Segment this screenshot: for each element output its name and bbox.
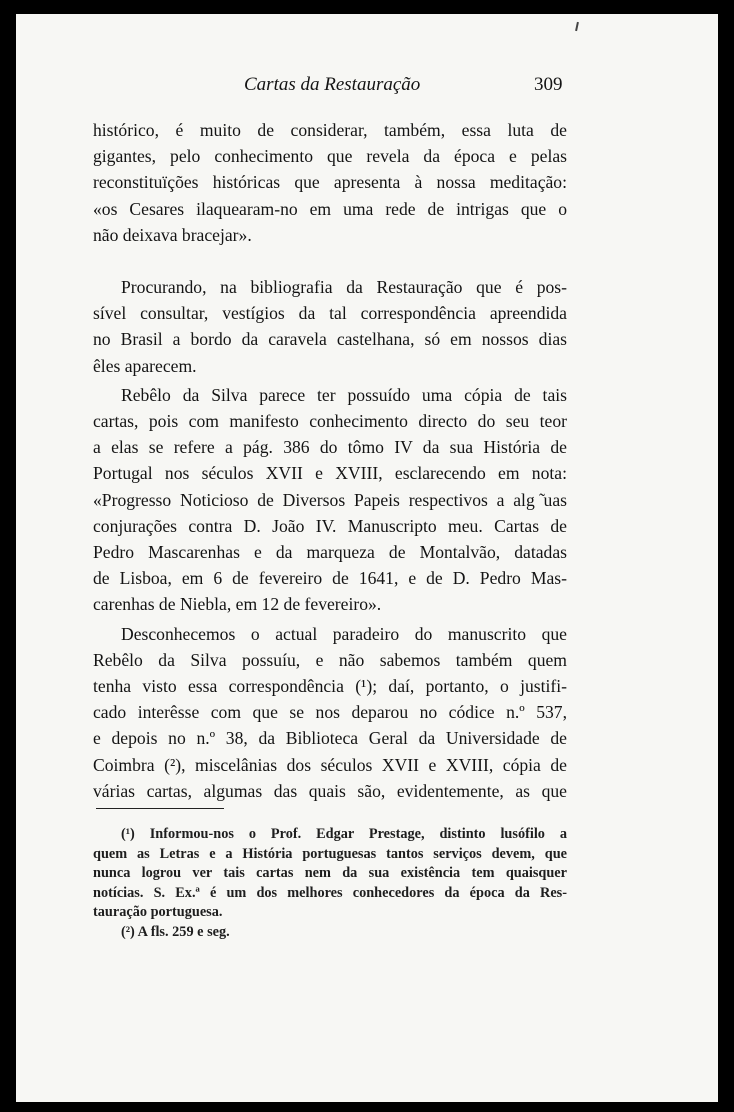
footnote-2	[93, 923, 567, 943]
text-line: sível consultar, vestígios da tal correspondência apreendida	[93, 303, 567, 324]
text-line: várias cartas, algumas das quais são, evidentemente, as que	[93, 780, 567, 801]
text-line: conjurações contra D. João IV. Manuscripto meu. Cartas de	[93, 515, 567, 536]
text-line: carenhas de Niebla, em 12 de fevereiro».	[93, 594, 382, 615]
ink-mark	[575, 22, 579, 31]
footnote-line: nunca logrou ver tais cartas nem da sua existência tem quaisquer	[93, 865, 567, 882]
text-line: cado interêsse com que se nos deparou no códice n.º 537,	[93, 702, 567, 723]
text-line: «os Cesares ilaquearam-no em uma rede de intrigas que o	[93, 198, 567, 219]
paragraph-4	[93, 621, 567, 804]
text-line: êles aparecem.	[93, 355, 197, 376]
paragraph-2	[93, 274, 567, 379]
text-line: histórico, é muito de considerar, também, essa luta de	[93, 120, 567, 140]
text-line: Desconhecemos o actual paradeiro do manuscrito que	[121, 623, 567, 644]
text-line: «Progresso Noticioso de Diversos Papeis respectivos a alg ̃uas	[93, 489, 567, 510]
text-line: Rebêlo da Silva possuíu, e não sabemos também quem	[93, 649, 567, 670]
text-line: no Brasil a bordo da caravela castelhana, só em nossos dias	[93, 329, 567, 350]
text-line: Coimbra (²), miscelânias dos séculos XVII e XVIII, cópia de	[93, 754, 567, 775]
text-line: não deixava bracejar».	[93, 224, 252, 245]
footnotes	[93, 825, 567, 943]
running-title: Cartas da Restauração	[244, 74, 421, 95]
text-line: a elas se refere a pág. 386 do tômo IV da sua História de	[93, 437, 567, 458]
paragraph-3	[93, 382, 567, 618]
footnote-line: (²) A fls. 259 e seg.	[121, 923, 230, 940]
text-line: tenha visto essa correspondência (¹); daí, portanto, o justifi-	[93, 676, 567, 697]
text-line: Pedro Mascarenhas e da marqueza de Montalvão, datadas	[93, 542, 567, 563]
text-line: Rebêlo da Silva parece ter possuído uma cópia de tais	[121, 384, 567, 405]
footnote-line: notícias. S. Ex.ª é um dos melhores conhecedores da época da Res-	[93, 884, 567, 901]
book-page	[16, 14, 718, 1102]
text-line: cartas, pois com manifesto conhecimento directo do seu teor	[93, 411, 567, 432]
page-number: 309	[534, 74, 563, 95]
text-line: gigantes, pelo conhecimento que revela da época e pelas	[93, 146, 567, 167]
paragraph-1	[93, 117, 567, 248]
text-line: de Lisboa, em 6 de fevereiro de 1641, e de D. Pedro Mas-	[93, 568, 567, 589]
page-header	[16, 74, 718, 104]
footnote-line: tauração portuguesa.	[93, 904, 223, 921]
footnote-line: (¹) Informou-nos o Prof. Edgar Prestage, distinto lusófilo a	[121, 826, 567, 842]
body-text	[93, 117, 567, 804]
footnote-divider	[96, 808, 224, 809]
text-line: Portugal nos séculos XVII e XVIII, esclarecendo em nota:	[93, 463, 567, 484]
text-line: e depois no n.º 38, da Biblioteca Geral da Universidade de	[93, 728, 567, 749]
text-line: reconstituïções históricas que apresenta à nossa meditação:	[93, 172, 567, 193]
footnote-line: quem as Letras e a História portuguesas tantos serviços devem, que	[93, 845, 567, 862]
footnote-1	[93, 825, 567, 923]
text-line: Procurando, na bibliografia da Restauração que é pos-	[121, 277, 567, 298]
